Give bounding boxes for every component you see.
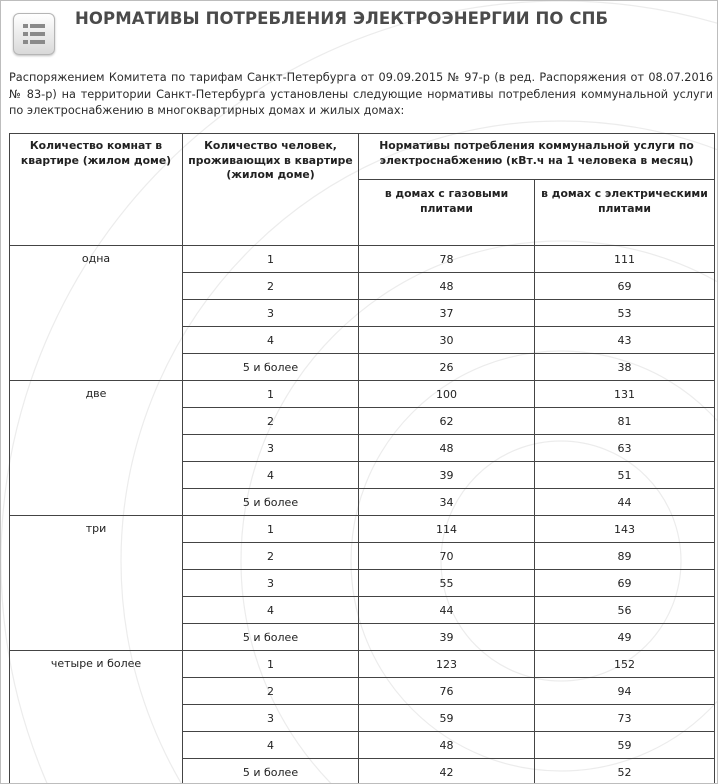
people-cell: 3 <box>183 705 359 732</box>
electric-cell: 51 <box>535 462 715 489</box>
intro-paragraph: Распоряжением Комитета по тарифам Санкт-Петербурга от 09.09.2015 № 97-р (в ред. Распоряжения от 08.07.2016 № 83-р) на территории Санкт-Петербурга установлены следующие нормативы потребления коммунальной услуги по электроснабжению в многоквартирных домах и жилых домах: <box>9 71 713 118</box>
gas-cell: 44 <box>359 597 535 624</box>
electric-cell: 56 <box>535 597 715 624</box>
people-cell: 2 <box>183 678 359 705</box>
people-cell: 4 <box>183 732 359 759</box>
people-cell: 1 <box>183 651 359 678</box>
gas-cell: 70 <box>359 543 535 570</box>
table-row <box>10 651 715 678</box>
people-cell: 4 <box>183 327 359 354</box>
people-cell: 1 <box>183 516 359 543</box>
electric-cell: 63 <box>535 435 715 462</box>
electric-cell: 52 <box>535 759 715 784</box>
electric-cell: 44 <box>535 489 715 516</box>
electric-cell: 111 <box>535 246 715 273</box>
rooms-cell: одна <box>10 246 183 381</box>
header-gas: в домах с газовыми плитами <box>359 180 535 246</box>
people-cell: 4 <box>183 462 359 489</box>
electric-cell: 38 <box>535 354 715 381</box>
gas-cell: 39 <box>359 462 535 489</box>
table-row <box>10 381 715 408</box>
gas-cell: 100 <box>359 381 535 408</box>
electric-cell: 89 <box>535 543 715 570</box>
gas-cell: 59 <box>359 705 535 732</box>
gas-cell: 76 <box>359 678 535 705</box>
people-cell: 1 <box>183 381 359 408</box>
table-row <box>10 246 715 273</box>
gas-cell: 37 <box>359 300 535 327</box>
people-cell: 5 и более <box>183 759 359 784</box>
gas-cell: 30 <box>359 327 535 354</box>
rooms-cell: две <box>10 381 183 516</box>
people-cell: 2 <box>183 273 359 300</box>
people-cell: 2 <box>183 543 359 570</box>
electric-cell: 49 <box>535 624 715 651</box>
norms-table <box>9 133 715 784</box>
electric-cell: 43 <box>535 327 715 354</box>
people-cell: 5 и более <box>183 489 359 516</box>
gas-cell: 48 <box>359 273 535 300</box>
gas-cell: 48 <box>359 732 535 759</box>
gas-cell: 34 <box>359 489 535 516</box>
header-norms: Нормативы потребления коммунальной услуги по электроснабжению (кВт.ч на 1 человека в месяц) <box>359 134 715 180</box>
electric-cell: 69 <box>535 273 715 300</box>
people-cell: 5 и более <box>183 354 359 381</box>
page-title: НОРМАТИВЫ ПОТРЕБЛЕНИЯ ЭЛЕКТРОЭНЕРГИИ ПО СПБ <box>75 9 609 28</box>
electric-cell: 53 <box>535 300 715 327</box>
electric-cell: 69 <box>535 570 715 597</box>
people-cell: 3 <box>183 435 359 462</box>
electric-cell: 131 <box>535 381 715 408</box>
gas-cell: 78 <box>359 246 535 273</box>
electric-cell: 81 <box>535 408 715 435</box>
people-cell: 1 <box>183 246 359 273</box>
list-icon <box>13 13 55 55</box>
gas-cell: 39 <box>359 624 535 651</box>
electric-cell: 73 <box>535 705 715 732</box>
people-cell: 4 <box>183 597 359 624</box>
gas-cell: 48 <box>359 435 535 462</box>
header-rooms: Количество комнат в квартире (жилом доме) <box>10 134 183 246</box>
rooms-cell: три <box>10 516 183 651</box>
electric-cell: 59 <box>535 732 715 759</box>
electric-cell: 94 <box>535 678 715 705</box>
gas-cell: 42 <box>359 759 535 784</box>
gas-cell: 114 <box>359 516 535 543</box>
gas-cell: 62 <box>359 408 535 435</box>
norms-table-body <box>10 246 715 784</box>
people-cell: 3 <box>183 570 359 597</box>
table-row <box>10 516 715 543</box>
header-people: Количество человек, проживающих в квартире (жилом доме) <box>183 134 359 246</box>
electric-cell: 152 <box>535 651 715 678</box>
gas-cell: 55 <box>359 570 535 597</box>
gas-cell: 123 <box>359 651 535 678</box>
people-cell: 5 и более <box>183 624 359 651</box>
electric-cell: 143 <box>535 516 715 543</box>
gas-cell: 26 <box>359 354 535 381</box>
header-electric: в домах с электрическими плитами <box>535 180 715 246</box>
people-cell: 2 <box>183 408 359 435</box>
page-header <box>1 1 717 63</box>
rooms-cell: четыре и более <box>10 651 183 784</box>
people-cell: 3 <box>183 300 359 327</box>
